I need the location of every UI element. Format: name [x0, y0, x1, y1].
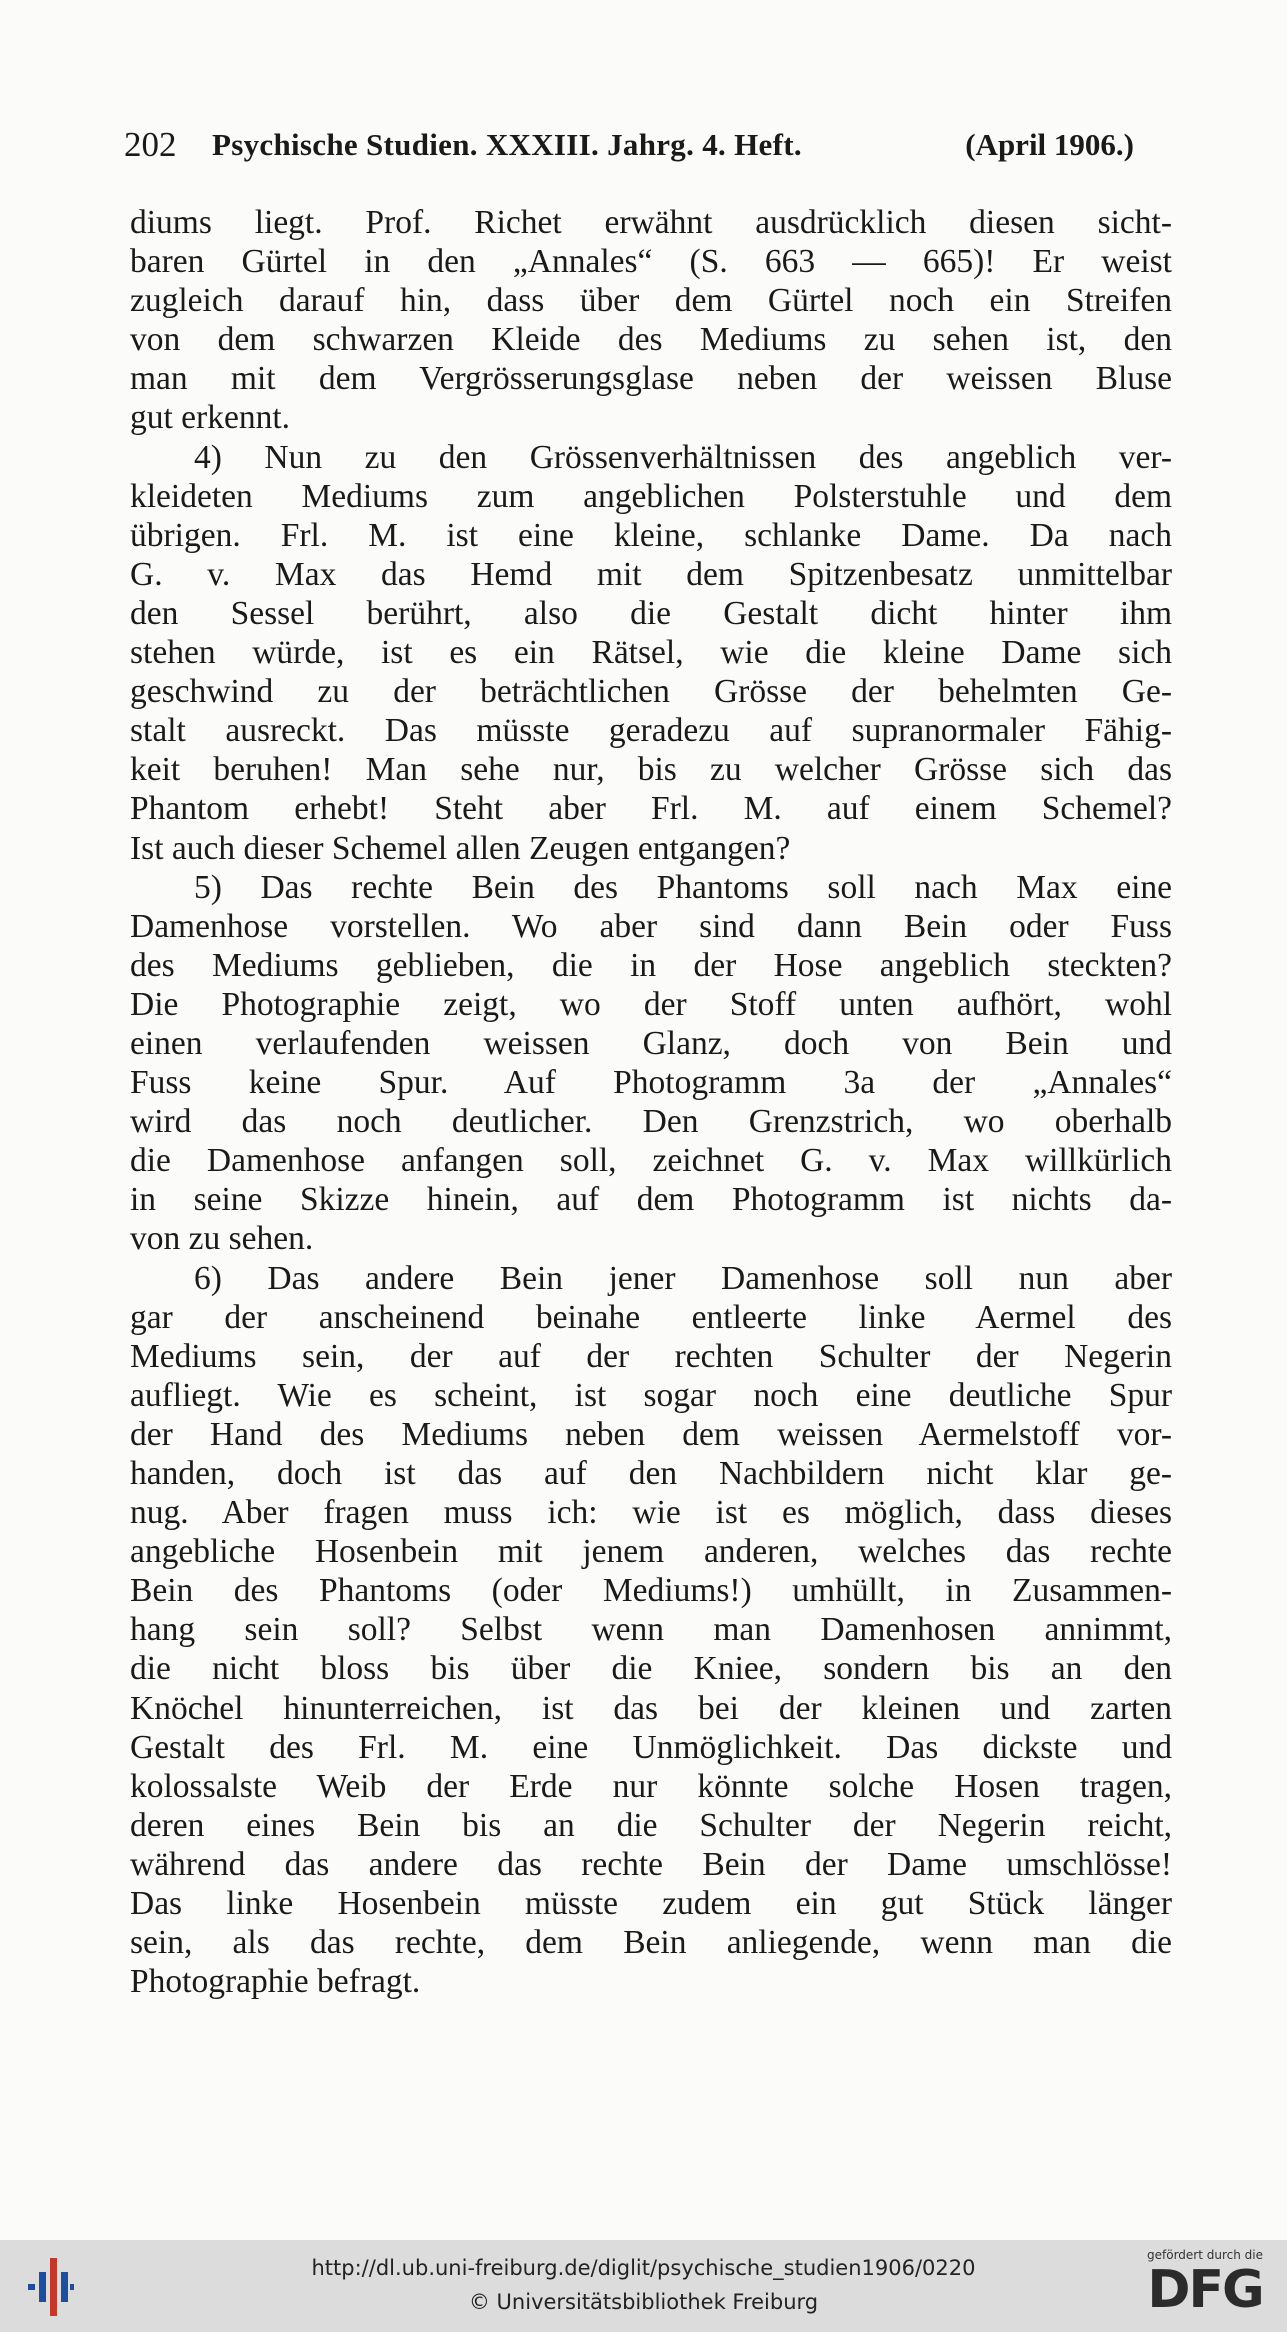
text-line: kolossalste Weib der Erde nur könnte solche Hosen tragen, [130, 1767, 1172, 1805]
library-footer [0, 2240, 1287, 2332]
text-line: in seine Skizze hinein, auf dem Photogramm ist nichts da- [130, 1181, 1172, 1219]
text-line: wird das noch deutlicher. Den Grenzstrich, wo oberhalb [130, 1103, 1172, 1141]
text-line: Das linke Hosenbein müsste zudem ein gut Stück länger [130, 1885, 1172, 1923]
text-line: Gestalt des Frl. M. eine Unmöglichkeit. Das dickste und [130, 1728, 1172, 1766]
text-line: angebliche Hosenbein mit jenem anderen, welches das rechte [130, 1533, 1172, 1571]
text-line: Phantom erhebt! Steht aber Frl. M. auf einem Schemel? [130, 790, 1172, 828]
running-header [124, 125, 1134, 167]
text-line: 4) Nun zu den Grössenverhältnissen des angeblich ver- [194, 438, 1172, 476]
text-line: Bein des Phantoms (oder Mediums!) umhüllt, in Zusammen- [130, 1572, 1172, 1610]
text-line: kleideten Mediums zum angeblichen Polsterstuhle und dem [130, 477, 1172, 515]
text-line: Die Photographie zeigt, wo der Stoff unten aufhört, wohl [130, 985, 1172, 1023]
text-line: baren Gürtel in den „Annales“ (S. 663 — 665)! Er weist [130, 243, 1172, 281]
issue-date: (April 1906.) [965, 127, 1134, 162]
text-line: des Mediums geblieben, die in der Hose angeblich steckten? [130, 946, 1172, 984]
text-line: Damenhose vorstellen. Wo aber sind dann Bein oder Fuss [130, 907, 1172, 945]
text-line: geschwind zu der beträchtlichen Grösse der behelmten Ge- [130, 673, 1172, 711]
text-line: die Damenhose anfangen soll, zeichnet G. v. Max willkürlich [130, 1142, 1172, 1180]
text-line: übrigen. Frl. M. ist eine kleine, schlanke Dame. Da nach [130, 516, 1172, 554]
text-line: zugleich darauf hin, dass über dem Gürtel noch ein Streifen [130, 282, 1172, 320]
dfg-caption: gefördert durch die [1147, 2248, 1263, 2262]
journal-title: Psychische Studien. XXXIII. Jahrg. 4. Heft. [212, 127, 802, 162]
text-line: handen, doch ist das auf den Nachbildern nicht klar ge- [130, 1455, 1172, 1492]
text-line: Knöchel hinunterreichen, ist das bei der kleinen und zarten [130, 1689, 1172, 1727]
text-line: die nicht bloss bis über die Kniee, sondern bis an den [130, 1650, 1172, 1688]
text-line: stehen würde, ist es ein Rätsel, wie die kleine Dame sich [130, 634, 1172, 672]
text-line: Photographie befragt. [130, 1963, 421, 2001]
text-line: während das andere das rechte Bein der Dame umschlösse! [130, 1845, 1172, 1883]
text-line: G. v. Max das Hemd mit dem Spitzenbesatz unmittelbar [130, 555, 1172, 593]
text-line: Fuss keine Spur. Auf Photogramm 3a der „Annales“ [130, 1064, 1172, 1102]
page-number: 202 [124, 125, 177, 164]
text-line: deren eines Bein bis an die Schulter der Negerin reicht, [130, 1806, 1172, 1844]
text-line: diums liegt. Prof. Richet erwähnt ausdrücklich diesen sicht- [130, 204, 1172, 241]
text-line: von dem schwarzen Kleide des Mediums zu sehen ist, den [130, 321, 1172, 359]
copyright-notice: © Universitätsbibliothek Freiburg [468, 2290, 819, 2314]
text-line: keit beruhen! Man sehe nur, bis zu welcher Grösse sich das [130, 751, 1172, 789]
dfg-wordmark: DFG [1147, 2260, 1263, 2320]
text-line: gut erkennt. [130, 399, 291, 437]
text-line: man mit dem Vergrösserungsglase neben der weissen Bluse [130, 360, 1172, 398]
text-line: von zu sehen. [130, 1220, 314, 1258]
text-line: 6) Das andere Bein jener Damenhose soll nun aber [194, 1259, 1172, 1297]
text-line: stalt ausreckt. Das müsste geradezu auf supranormaler Fähig- [130, 712, 1172, 750]
text-line: einen verlaufenden weissen Glanz, doch von Bein und [130, 1024, 1172, 1062]
text-line: aufliegt. Wie es scheint, ist sogar noch eine deutliche Spur [130, 1376, 1172, 1414]
text-line: Ist auch dieser Schemel allen Zeugen entgangen? [130, 829, 791, 867]
dfg-logo [1135, 2248, 1275, 2326]
text-line: gar der anscheinend beinahe entleerte linke Aermel des [130, 1298, 1172, 1336]
body-text [130, 203, 1172, 2001]
text-line: der Hand des Mediums neben dem weissen Aermelstoff vor- [130, 1415, 1172, 1453]
text-line: sein, als das rechte, dem Bein anliegende, wenn man die [130, 1924, 1172, 1962]
text-line: den Sessel berührt, also die Gestalt dicht hinter ihm [130, 594, 1172, 632]
text-line: 5) Das rechte Bein des Phantoms soll nach Max eine [194, 868, 1172, 906]
text-line: nug. Aber fragen muss ich: wie ist es möglich, dass dieses [130, 1494, 1172, 1532]
permalink-url[interactable]: http://dl.ub.uni-freiburg.de/diglit/psychische_studien1906/0220 [311, 2256, 976, 2280]
text-line: hang sein soll? Selbst wenn man Damenhosen annimmt, [130, 1611, 1172, 1649]
text-line: Mediums sein, der auf der rechten Schulter der Negerin [130, 1337, 1172, 1375]
